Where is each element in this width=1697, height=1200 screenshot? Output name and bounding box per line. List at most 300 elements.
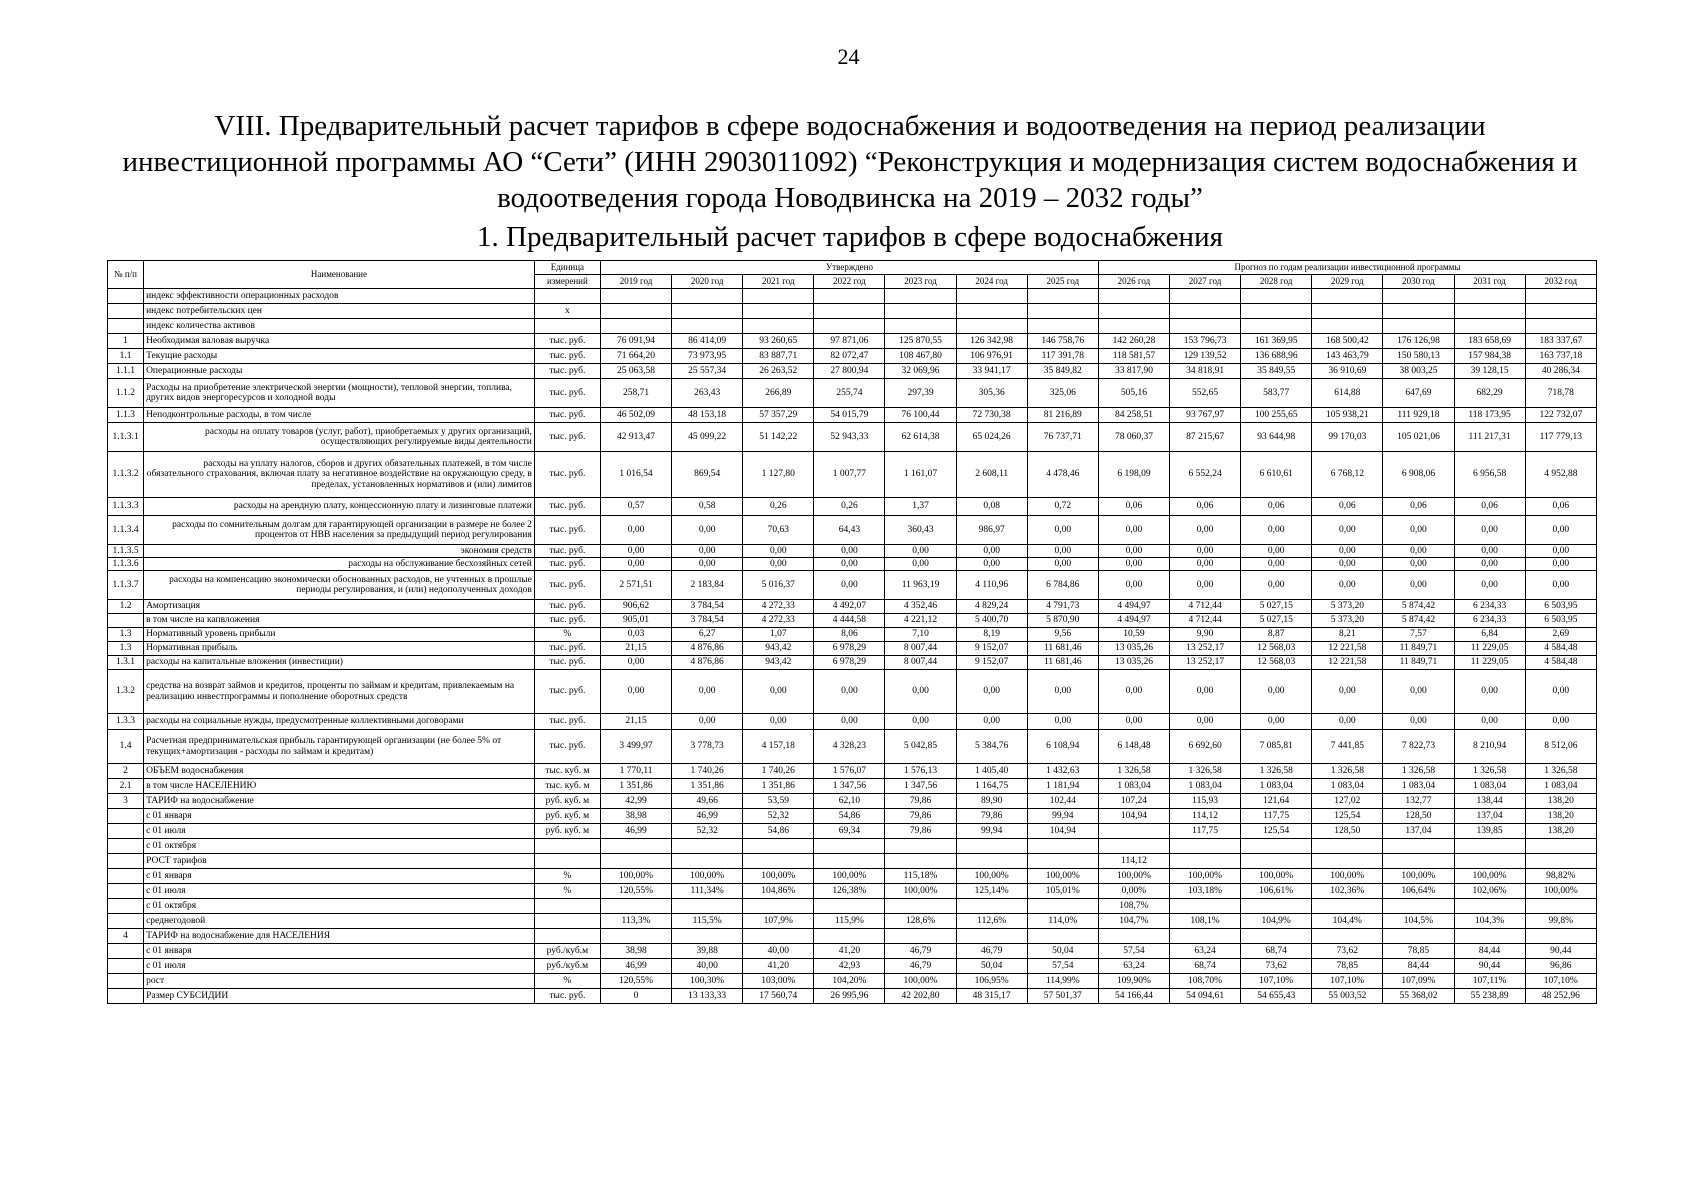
value-cell: 4 876,86 <box>672 642 743 656</box>
value-cell: 1 326,58 <box>1098 764 1169 779</box>
value-cell: 4 829,24 <box>956 600 1027 614</box>
value-cell <box>814 839 885 854</box>
value-cell: 0,00 <box>672 670 743 714</box>
value-cell: 48 252,96 <box>1525 989 1596 1004</box>
value-cell <box>672 899 743 914</box>
value-cell <box>1312 839 1383 854</box>
table-row <box>108 452 1597 498</box>
value-cell: 127,02 <box>1312 794 1383 809</box>
value-cell: 21,15 <box>600 714 671 730</box>
row-name: ТАРИФ на водоснабжение <box>144 794 535 809</box>
value-cell: 132,77 <box>1383 794 1454 809</box>
row-number: 1.3 <box>108 628 144 642</box>
value-cell: 0,03 <box>600 628 671 642</box>
document-heading <box>100 108 1600 216</box>
row-name: Необходимая валовая выручка <box>144 334 535 349</box>
header-year: 2028 год <box>1241 275 1312 289</box>
value-cell: 3 778,73 <box>672 730 743 764</box>
value-cell: 0,06 <box>1241 498 1312 516</box>
row-name: Расчетная предпринимательская прибыль гарантирующей организации (не более 5% от текущих+амортизация - расходы по займам и кредитам) <box>144 730 535 764</box>
value-cell: 146 758,76 <box>1027 334 1098 349</box>
value-cell: 0,00 <box>1312 571 1383 600</box>
value-cell: 107,24 <box>1098 794 1169 809</box>
value-cell <box>743 839 814 854</box>
value-cell: 150 580,13 <box>1383 349 1454 364</box>
value-cell: 0,00 <box>814 670 885 714</box>
value-cell <box>814 319 885 334</box>
row-unit: тыс. руб. <box>534 558 600 571</box>
value-cell: 35 849,82 <box>1027 364 1098 379</box>
row-name: в том числе на капвложения <box>144 614 535 628</box>
row-number <box>108 614 144 628</box>
value-cell: 62 614,38 <box>885 423 956 452</box>
value-cell: 6 768,12 <box>1312 452 1383 498</box>
table-row <box>108 379 1597 408</box>
value-cell: 108,1% <box>1170 914 1241 929</box>
value-cell <box>1525 304 1596 319</box>
row-number: 1.1.2 <box>108 379 144 408</box>
value-cell: 111 217,31 <box>1454 423 1525 452</box>
value-cell: 0,00 <box>1098 516 1169 545</box>
value-cell: 1 576,07 <box>814 764 885 779</box>
row-name: с 01 октября <box>144 839 535 854</box>
value-cell: 96,86 <box>1525 959 1596 974</box>
value-cell: 100,00% <box>1241 869 1312 884</box>
value-cell: 0,00 <box>600 558 671 571</box>
table-row <box>108 545 1597 558</box>
value-cell: 1 351,86 <box>743 779 814 794</box>
value-cell <box>1454 899 1525 914</box>
value-cell: 106,64% <box>1383 884 1454 899</box>
value-cell: 54,86 <box>743 824 814 839</box>
value-cell: 78,85 <box>1312 959 1383 974</box>
row-unit: руб. куб. м <box>534 824 600 839</box>
header-year: 2023 год <box>885 275 956 289</box>
row-name: с 01 января <box>144 944 535 959</box>
row-unit: руб. куб. м <box>534 809 600 824</box>
row-number <box>108 319 144 334</box>
value-cell: 0,00 <box>743 714 814 730</box>
value-cell: 42,99 <box>600 794 671 809</box>
value-cell <box>814 289 885 304</box>
value-cell: 138,20 <box>1525 794 1596 809</box>
table-row <box>108 628 1597 642</box>
value-cell: 0,06 <box>1383 498 1454 516</box>
value-cell: 117 391,78 <box>1027 349 1098 364</box>
row-number <box>108 304 144 319</box>
row-number: 3 <box>108 794 144 809</box>
value-cell: 0,00 <box>1525 516 1596 545</box>
value-cell <box>672 929 743 944</box>
row-name: с 01 июля <box>144 884 535 899</box>
value-cell: 0,00 <box>1454 558 1525 571</box>
value-cell: 0,00 <box>1383 558 1454 571</box>
value-cell: 8,06 <box>814 628 885 642</box>
value-cell: 42,93 <box>814 959 885 974</box>
value-cell: 52,32 <box>743 809 814 824</box>
value-cell: 41,20 <box>743 959 814 974</box>
row-number: 4 <box>108 929 144 944</box>
value-cell: 38,98 <box>600 944 671 959</box>
value-cell: 107,9% <box>743 914 814 929</box>
row-unit: тыс. руб. <box>534 498 600 516</box>
value-cell <box>1383 929 1454 944</box>
table-header <box>108 261 1597 289</box>
value-cell: 100,00% <box>1170 869 1241 884</box>
value-cell: 1 347,56 <box>885 779 956 794</box>
row-unit: руб./куб.м <box>534 959 600 974</box>
value-cell: 0,00 <box>672 545 743 558</box>
row-name: расходы на уплату налогов, сборов и других обязательных платежей, в том числе обязательного страхования, включая плату за негативное воздействие на окружающую среду, в пределах, установленных нормативов и (или) лимитов <box>144 452 535 498</box>
header-year: 2026 год <box>1098 275 1169 289</box>
value-cell: 1,07 <box>743 628 814 642</box>
value-cell: 6 234,33 <box>1454 614 1525 628</box>
value-cell: 39 128,15 <box>1454 364 1525 379</box>
header-unit-1: Единица <box>534 261 600 275</box>
value-cell: 0,00 <box>1098 571 1169 600</box>
value-cell: 4 478,46 <box>1027 452 1098 498</box>
row-number: 1.1.3.3 <box>108 498 144 516</box>
row-unit: тыс. руб. <box>534 349 600 364</box>
value-cell: 57 357,29 <box>743 408 814 423</box>
value-cell: 614,88 <box>1312 379 1383 408</box>
value-cell <box>885 304 956 319</box>
value-cell: 13 133,33 <box>672 989 743 1004</box>
value-cell: 53,59 <box>743 794 814 809</box>
value-cell: 99,94 <box>956 824 1027 839</box>
value-cell: 89,90 <box>956 794 1027 809</box>
value-cell <box>1241 839 1312 854</box>
value-cell: 104,5% <box>1383 914 1454 929</box>
value-cell: 1 770,11 <box>600 764 671 779</box>
value-cell: 11 229,05 <box>1454 642 1525 656</box>
value-cell: 0,00 <box>1383 571 1454 600</box>
value-cell: 2 608,11 <box>956 452 1027 498</box>
row-number: 1.1.3 <box>108 408 144 423</box>
value-cell: 136 688,96 <box>1241 349 1312 364</box>
value-cell: 102,36% <box>1312 884 1383 899</box>
value-cell <box>1170 319 1241 334</box>
table-row <box>108 614 1597 628</box>
row-unit: руб. куб. м <box>534 794 600 809</box>
value-cell <box>1241 899 1312 914</box>
value-cell <box>814 854 885 869</box>
row-number: 2 <box>108 764 144 779</box>
value-cell: 9 152,07 <box>956 642 1027 656</box>
value-cell: 6 503,95 <box>1525 600 1596 614</box>
value-cell: 163 737,18 <box>1525 349 1596 364</box>
value-cell: 583,77 <box>1241 379 1312 408</box>
value-cell: 57,54 <box>1098 944 1169 959</box>
table-row <box>108 571 1597 600</box>
value-cell: 42 202,80 <box>885 989 956 1004</box>
value-cell: 114,0% <box>1027 914 1098 929</box>
header-year: 2029 год <box>1312 275 1383 289</box>
value-cell: 0,00 <box>1241 670 1312 714</box>
row-name: ТАРИФ на водоснабжение для НАСЕЛЕНИЯ <box>144 929 535 944</box>
value-cell: 100,00% <box>956 869 1027 884</box>
value-cell: 114,12 <box>1170 809 1241 824</box>
value-cell: 0,00 <box>1170 545 1241 558</box>
value-cell: 0,00 <box>814 545 885 558</box>
value-cell: 5 870,90 <box>1027 614 1098 628</box>
value-cell: 46,79 <box>885 959 956 974</box>
value-cell: 104,9% <box>1241 914 1312 929</box>
value-cell: 1 347,56 <box>814 779 885 794</box>
value-cell: 63,24 <box>1170 944 1241 959</box>
value-cell: 50,04 <box>1027 944 1098 959</box>
value-cell: 0,00 <box>956 558 1027 571</box>
row-name: расходы на арендную плату, концессионную плату и лизинговые платежи <box>144 498 535 516</box>
value-cell <box>885 854 956 869</box>
table-row <box>108 779 1597 794</box>
value-cell: 109,90% <box>1098 974 1169 989</box>
table-row <box>108 289 1597 304</box>
row-unit: тыс. руб. <box>534 379 600 408</box>
row-unit: тыс. руб. <box>534 571 600 600</box>
value-cell: 138,20 <box>1525 824 1596 839</box>
value-cell: 7 822,73 <box>1383 730 1454 764</box>
value-cell: 6 978,29 <box>814 656 885 670</box>
value-cell: 11 681,46 <box>1027 656 1098 670</box>
value-cell <box>1027 319 1098 334</box>
header-approved: Утверждено <box>600 261 1098 275</box>
table-row <box>108 959 1597 974</box>
row-unit: тыс. руб. <box>534 364 600 379</box>
value-cell <box>600 899 671 914</box>
value-cell: 26 995,96 <box>814 989 885 1004</box>
value-cell: 93 644,98 <box>1241 423 1312 452</box>
value-cell: 0,06 <box>1312 498 1383 516</box>
value-cell: 647,69 <box>1383 379 1454 408</box>
value-cell: 0,00 <box>1312 714 1383 730</box>
value-cell: 73,62 <box>1312 944 1383 959</box>
value-cell: 183 658,69 <box>1454 334 1525 349</box>
value-cell: 718,78 <box>1525 379 1596 408</box>
value-cell: 6 978,29 <box>814 642 885 656</box>
row-name: расходы на оплату товаров (услуг, работ), приобретаемых у других организаций, осуществляющих регулируемые виды деятельности <box>144 423 535 452</box>
value-cell: 1 007,77 <box>814 452 885 498</box>
value-cell: 100 255,65 <box>1241 408 1312 423</box>
value-cell <box>1525 929 1596 944</box>
value-cell: 1 740,26 <box>743 764 814 779</box>
value-cell: 0,00 <box>1170 571 1241 600</box>
value-cell: 13 035,26 <box>1098 656 1169 670</box>
row-name: рост <box>144 974 535 989</box>
value-cell: 505,16 <box>1098 379 1169 408</box>
value-cell: 0,06 <box>1454 498 1525 516</box>
row-number: 2.1 <box>108 779 144 794</box>
header-year: 2027 год <box>1170 275 1241 289</box>
value-cell: 0,00% <box>1098 884 1169 899</box>
value-cell: 6 956,58 <box>1454 452 1525 498</box>
value-cell: 552,65 <box>1170 379 1241 408</box>
value-cell: 4 272,33 <box>743 614 814 628</box>
value-cell: 5 373,20 <box>1312 600 1383 614</box>
row-unit: тыс. руб. <box>534 730 600 764</box>
row-number <box>108 884 144 899</box>
row-name: с 01 июля <box>144 959 535 974</box>
value-cell: 12 221,58 <box>1312 642 1383 656</box>
value-cell: 62,10 <box>814 794 885 809</box>
value-cell: 153 796,73 <box>1170 334 1241 349</box>
value-cell: 0,00 <box>1241 516 1312 545</box>
value-cell: 33 817,90 <box>1098 364 1169 379</box>
value-cell: 84,44 <box>1454 944 1525 959</box>
value-cell <box>743 304 814 319</box>
value-cell: 4 110,96 <box>956 571 1027 600</box>
table-row <box>108 899 1597 914</box>
value-cell: 68,74 <box>1170 959 1241 974</box>
value-cell <box>672 304 743 319</box>
value-cell: 112,6% <box>956 914 1027 929</box>
value-cell: 102,06% <box>1454 884 1525 899</box>
value-cell: 32 069,96 <box>885 364 956 379</box>
value-cell: 100,00% <box>1027 869 1098 884</box>
row-name: Нормативный уровень прибыли <box>144 628 535 642</box>
table-row <box>108 974 1597 989</box>
value-cell: 45 099,22 <box>672 423 743 452</box>
row-unit: % <box>534 628 600 642</box>
value-cell: 5 042,85 <box>885 730 956 764</box>
value-cell: 1 083,04 <box>1170 779 1241 794</box>
section-heading: 1. Предварительный расчет тарифов в сфере водоснабжения <box>477 221 1223 253</box>
value-cell: 76 100,44 <box>885 408 956 423</box>
value-cell: 1 164,75 <box>956 779 1027 794</box>
value-cell: 103,00% <box>743 974 814 989</box>
row-unit: тыс. руб. <box>534 656 600 670</box>
value-cell: 70,63 <box>743 516 814 545</box>
value-cell: 0,00 <box>1027 558 1098 571</box>
value-cell: 1 181,94 <box>1027 779 1098 794</box>
value-cell: 0,00 <box>1454 670 1525 714</box>
value-cell: 100,00% <box>885 974 956 989</box>
value-cell: 0,00 <box>1098 714 1169 730</box>
value-cell: 79,86 <box>956 809 1027 824</box>
value-cell <box>1241 929 1312 944</box>
value-cell <box>743 289 814 304</box>
value-cell: 40,00 <box>672 959 743 974</box>
value-cell: 57 501,37 <box>1027 989 1098 1004</box>
value-cell: 38 003,25 <box>1383 364 1454 379</box>
value-cell: 0,00 <box>600 670 671 714</box>
row-number <box>108 824 144 839</box>
row-unit: тыс. руб. <box>534 614 600 628</box>
value-cell: 6 198,09 <box>1098 452 1169 498</box>
value-cell: 105 021,06 <box>1383 423 1454 452</box>
heading-line-2: инвестиционной программы АО “Сети” (ИНН 2903011092) “Реконструкция и модернизация систем водоснабжения и <box>122 146 1578 178</box>
value-cell: 104,94 <box>1027 824 1098 839</box>
value-cell: 139,85 <box>1454 824 1525 839</box>
value-cell: 100,00% <box>814 869 885 884</box>
value-cell <box>956 839 1027 854</box>
value-cell <box>1241 304 1312 319</box>
value-cell: 4 492,07 <box>814 600 885 614</box>
value-cell <box>1241 289 1312 304</box>
value-cell: 35 849,55 <box>1241 364 1312 379</box>
value-cell: 0,57 <box>600 498 671 516</box>
row-unit <box>534 839 600 854</box>
value-cell <box>1098 289 1169 304</box>
value-cell: 986,97 <box>956 516 1027 545</box>
value-cell: 93 767,97 <box>1170 408 1241 423</box>
row-number <box>108 914 144 929</box>
value-cell <box>1454 854 1525 869</box>
value-cell: 1 083,04 <box>1383 779 1454 794</box>
value-cell <box>1312 319 1383 334</box>
value-cell: 1 432,63 <box>1027 764 1098 779</box>
row-unit <box>534 319 600 334</box>
value-cell: 27 800,94 <box>814 364 885 379</box>
row-number: 1.4 <box>108 730 144 764</box>
row-unit: тыс. куб. м <box>534 764 600 779</box>
table-row <box>108 656 1597 670</box>
value-cell: 36 910,69 <box>1312 364 1383 379</box>
table-row <box>108 944 1597 959</box>
value-cell: 122 732,07 <box>1525 408 1596 423</box>
value-cell: 0,00 <box>1383 516 1454 545</box>
value-cell: 943,42 <box>743 656 814 670</box>
value-cell: 107,10% <box>1525 974 1596 989</box>
tariff-table <box>107 260 1597 1004</box>
value-cell: 118 581,57 <box>1098 349 1169 364</box>
value-cell: 54 015,79 <box>814 408 885 423</box>
row-number: 1 <box>108 334 144 349</box>
value-cell: 0,00 <box>1312 545 1383 558</box>
value-cell: 99,94 <box>1027 809 1098 824</box>
value-cell: 6 610,61 <box>1241 452 1312 498</box>
value-cell: 64,43 <box>814 516 885 545</box>
row-number <box>108 989 144 1004</box>
value-cell: 54 094,61 <box>1170 989 1241 1004</box>
header-year: 2022 год <box>814 275 885 289</box>
value-cell: 4 712,44 <box>1170 614 1241 628</box>
value-cell: 6 108,94 <box>1027 730 1098 764</box>
value-cell <box>1098 319 1169 334</box>
value-cell: 0,00 <box>885 714 956 730</box>
value-cell <box>743 929 814 944</box>
value-cell: 100,00% <box>1098 869 1169 884</box>
value-cell: 6 552,24 <box>1170 452 1241 498</box>
value-cell: 4 494,97 <box>1098 614 1169 628</box>
value-cell: 54 655,43 <box>1241 989 1312 1004</box>
table-row <box>108 869 1597 884</box>
value-cell: 25 063,58 <box>600 364 671 379</box>
table-row <box>108 914 1597 929</box>
value-cell <box>1027 304 1098 319</box>
value-cell: 4 157,18 <box>743 730 814 764</box>
value-cell <box>1383 319 1454 334</box>
value-cell: 108 467,80 <box>885 349 956 364</box>
value-cell: 12 568,03 <box>1241 656 1312 670</box>
value-cell: 4 352,46 <box>885 600 956 614</box>
heading-line-3: водоотведения города Новодвинска на 2019 – 2032 годы” <box>497 182 1203 214</box>
row-name: Амортизация <box>144 600 535 614</box>
value-cell: 106 976,91 <box>956 349 1027 364</box>
header-year: 2021 год <box>743 275 814 289</box>
row-number: 1.1.3.6 <box>108 558 144 571</box>
value-cell <box>1170 304 1241 319</box>
table-row <box>108 516 1597 545</box>
value-cell <box>885 899 956 914</box>
value-cell: 0,00 <box>1170 558 1241 571</box>
value-cell: 0,00 <box>1098 670 1169 714</box>
value-cell: 0,00 <box>1027 545 1098 558</box>
value-cell: 98,82% <box>1525 869 1596 884</box>
value-cell: 7,10 <box>885 628 956 642</box>
value-cell <box>1027 839 1098 854</box>
value-cell: 0,00 <box>1027 516 1098 545</box>
